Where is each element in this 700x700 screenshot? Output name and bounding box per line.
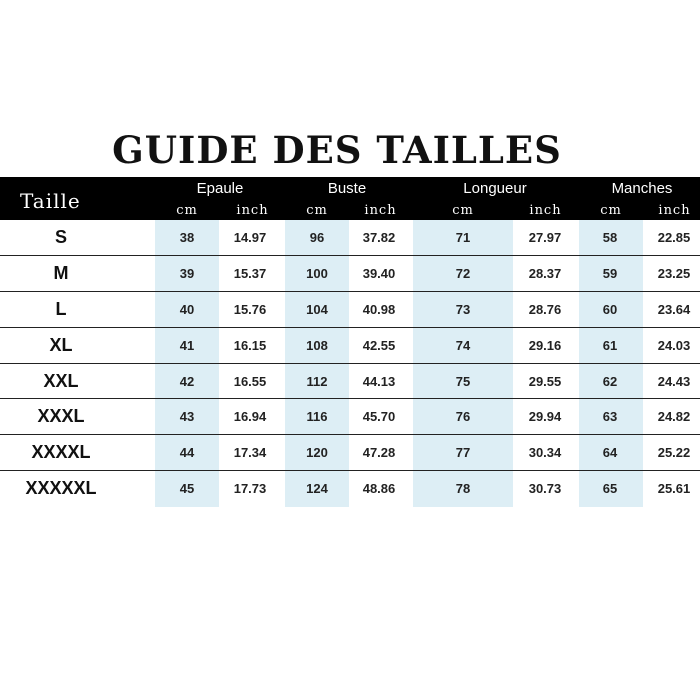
measurement-cell: 24.03: [657, 337, 691, 353]
header-size-label: Taille: [20, 189, 81, 213]
measurement-cell: 116: [306, 409, 328, 425]
measurement-cell: 25.22: [657, 445, 691, 461]
header-unit-epaule-cm: cm: [176, 203, 198, 218]
measurement-cell: 45: [179, 481, 195, 497]
size-label: XXXXL: [31, 442, 91, 463]
size-label: M: [53, 262, 69, 283]
measurement-cell: 100: [306, 265, 328, 281]
measurement-cell: 15.37: [233, 265, 267, 281]
measurement-cell: 65: [602, 481, 618, 497]
measurement-cell: 38: [179, 230, 195, 245]
header-unit-longueur-inch: inch: [529, 203, 562, 218]
table-row: [0, 435, 700, 471]
measurement-cell: 120: [306, 445, 328, 461]
measurement-cell: 16.55: [233, 373, 267, 389]
size-label: XL: [49, 334, 73, 355]
table-row: [0, 328, 700, 364]
measurement-cell: 124: [306, 481, 328, 497]
measurement-cell: 39.40: [362, 265, 396, 281]
table-header: [0, 177, 700, 220]
measurement-cell: 59: [602, 265, 618, 281]
size-label: S: [54, 227, 67, 247]
header-group-buste: Buste: [327, 180, 367, 197]
header-unit-buste-inch: inch: [364, 203, 397, 218]
header-group-epaule: Epaule: [196, 180, 244, 197]
measurement-cell: 23.64: [657, 301, 691, 317]
size-label: L: [55, 298, 67, 319]
measurement-cell: 30.34: [528, 445, 562, 461]
measurement-cell: 72: [455, 265, 471, 281]
measurement-cell: 23.25: [657, 265, 691, 281]
measurement-cell: 16.94: [233, 409, 267, 425]
header-unit-epaule-inch: inch: [236, 203, 269, 218]
measurement-cell: 22.85: [657, 230, 691, 245]
measurement-cell: 71: [455, 230, 471, 245]
measurement-cell: 28.37: [528, 265, 562, 281]
measurement-cell: 48.86: [362, 481, 396, 497]
header-group-longueur: Longueur: [463, 180, 527, 197]
measurement-cell: 76: [455, 409, 471, 425]
measurement-cell: 42: [179, 373, 195, 389]
measurement-cell: 29.55: [528, 373, 562, 389]
measurement-cell: 77: [455, 445, 471, 461]
size-label: XXXXXL: [25, 478, 97, 499]
measurement-cell: 108: [306, 337, 328, 353]
table-row: [0, 471, 700, 507]
size-label: XXXL: [37, 406, 85, 427]
measurement-cell: 61: [602, 337, 618, 353]
measurement-cell: 78: [455, 481, 471, 497]
measurement-cell: 73: [455, 301, 471, 317]
measurement-cell: 45.70: [362, 409, 396, 425]
measurement-cell: 17.34: [233, 445, 267, 461]
measurement-cell: 40: [179, 301, 195, 317]
header-unit-longueur-cm: cm: [452, 203, 474, 218]
measurement-cell: 41: [179, 337, 195, 353]
header-unit-buste-cm: cm: [306, 203, 328, 218]
measurement-cell: 29.94: [528, 409, 562, 425]
measurement-cell: 75: [455, 373, 471, 389]
measurement-cell: 44.13: [362, 373, 396, 389]
table-row: [0, 256, 700, 292]
measurement-cell: 37.82: [362, 230, 396, 245]
measurement-cell: 39: [179, 265, 195, 281]
measurement-cell: 64: [602, 445, 618, 461]
measurement-cell: 62: [602, 373, 618, 389]
header-unit-manches-cm: cm: [600, 203, 622, 218]
table-row: [0, 364, 700, 400]
table-row: [0, 292, 700, 328]
measurement-cell: 14.97: [233, 230, 267, 245]
measurement-cell: 96: [309, 230, 325, 245]
size-label: XXL: [43, 370, 79, 391]
measurement-cell: 30.73: [528, 481, 562, 497]
measurement-cell: 24.43: [657, 373, 691, 389]
header-group-manches: Manches: [611, 180, 673, 197]
table-row: [0, 220, 700, 256]
table-row: [0, 399, 700, 435]
measurement-cell: 40.98: [362, 301, 396, 317]
measurement-cell: 27.97: [528, 230, 562, 245]
measurement-cell: 60: [602, 301, 618, 317]
measurement-cell: 29.16: [528, 337, 562, 353]
header-unit-manches-inch: inch: [658, 203, 691, 218]
measurement-cell: 47.28: [362, 445, 396, 461]
measurement-cell: 42.55: [362, 337, 396, 353]
measurement-cell: 63: [602, 409, 618, 425]
measurement-cell: 24.82: [657, 409, 691, 425]
measurement-cell: 28.76: [528, 301, 562, 317]
measurement-cell: 58: [602, 230, 618, 245]
measurement-cell: 74: [455, 337, 471, 353]
measurement-cell: 15.76: [233, 301, 267, 317]
size-table-body: [0, 220, 700, 507]
measurement-cell: 16.15: [233, 337, 267, 353]
measurement-cell: 17.73: [233, 481, 267, 497]
page-title: GUIDE DES TAILLES: [112, 128, 562, 172]
measurement-cell: 25.61: [657, 481, 691, 497]
measurement-cell: 43: [179, 409, 195, 425]
measurement-cell: 44: [179, 445, 195, 461]
measurement-cell: 112: [306, 373, 328, 389]
measurement-cell: 104: [306, 301, 328, 317]
